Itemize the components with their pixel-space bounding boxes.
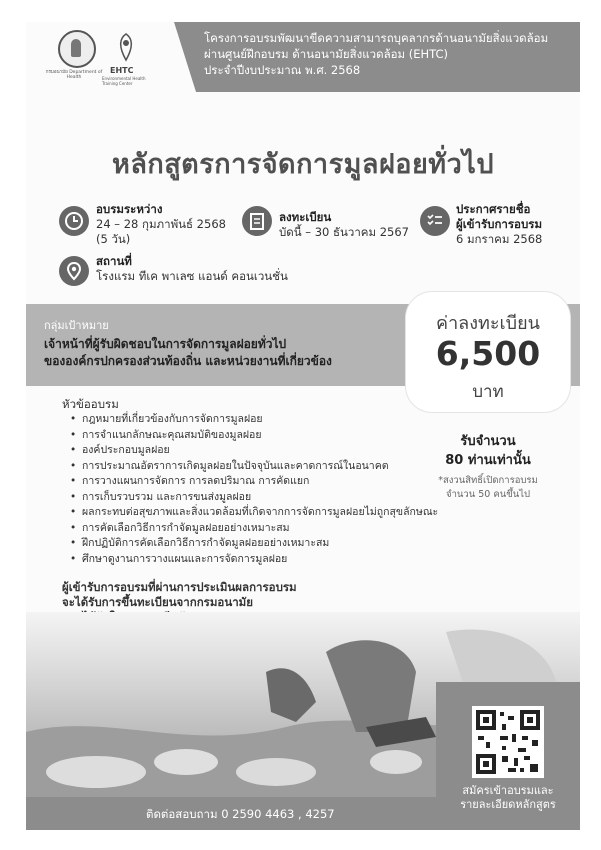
- logo2-name: EHTC: [110, 66, 134, 75]
- topic-item: • การคัดเลือกวิธีการกำจัดมูลฝอยอย่างเหมาะสม: [70, 521, 450, 537]
- topic-item: • ฝึกปฏิบัติการคัดเลือกวิธีการกำจัดมูลฝอยอย่างเหมาะสม: [70, 536, 450, 552]
- contact-phone: ติดต่อสอบถาม 0 2590 4463 , 4257: [146, 807, 335, 821]
- ehtc-logo: [112, 32, 140, 62]
- topic-item: • การประมาณอัตราการเกิดมูลฝอยในปัจจุบันและคาดการณ์ในอนาคต: [70, 459, 450, 475]
- topic-item: • ผลกระทบต่อสุขภาพและสิ่งแวดล้อมที่เกิดจากการจัดการมูลฝอยไม่ถูกสุขลักษณะ: [70, 505, 450, 521]
- topic-item: • การจำแนกลักษณะคุณสมบัติของมูลฝอย: [70, 428, 450, 444]
- announce-date: 6 มกราคม 2568: [456, 232, 543, 246]
- certificate-line-1: ผู้เข้ารับการอบรมที่ผ่านการประเมินผลการอบรม: [62, 580, 297, 594]
- clipboard-icon: [242, 206, 272, 236]
- header-line-3: ประจำปีงบประมาณ พ.ศ. 2568: [204, 63, 361, 77]
- target-label: กลุ่มเป้าหมาย: [44, 319, 109, 332]
- minimum-note-1: *สงวนสิทธิ์เปิดการอบรม: [438, 475, 538, 486]
- qr-caption-1: สมัครเข้าอบรมและ: [462, 784, 554, 797]
- venue-name: โรงแรม ทีเค พาเลซ แอนด์ คอนเวนชั่น: [96, 269, 288, 283]
- capacity-line-2: 80 ท่านเท่านั้น: [445, 453, 531, 468]
- certificate-line-2: จะได้รับการขึ้นทะเบียนจากกรมอนามัย: [62, 595, 253, 609]
- logo2-caption: Environmental Health Training Center: [102, 76, 146, 86]
- poster: [26, 22, 580, 830]
- venue-label: สถานที่: [96, 254, 132, 268]
- target-line-2: ขององค์กรปกครองส่วนท้องถิ่น และหน่วยงานที่เกี่ยวข้อง: [44, 354, 332, 368]
- fee-label: ค่าลงทะเบียน: [436, 313, 540, 334]
- logo1-caption: กรมอนามัย Department of Health: [45, 70, 103, 80]
- venue-info: [96, 254, 288, 284]
- header-line-2: ผ่านศูนย์ฝึกอบรม ด้านอนามัยสิ่งแวดล้อม (EHTC): [204, 47, 449, 61]
- register-dates: บัดนี้ – 30 ธันวาคม 2567: [279, 225, 409, 239]
- contact-bar: [26, 797, 436, 830]
- target-text: [44, 336, 414, 370]
- qr-caption-2: รายละเอียดหลักสูตร: [460, 798, 556, 811]
- header: [26, 22, 580, 92]
- course-title: หลักสูตรการจัดการมูลฝอยทั่วไป: [112, 149, 494, 180]
- checklist-icon: [420, 206, 450, 236]
- training-dates: 24 – 28 กุมภาพันธ์ 2568: [96, 217, 226, 231]
- clock-icon: [59, 206, 89, 236]
- announce-label-1: ประกาศรายชื่อ: [456, 202, 531, 216]
- capacity-line-1: รับจำนวน: [460, 434, 516, 449]
- announce-label-2: ผู้เข้ารับการอบรม: [456, 217, 543, 231]
- topic-item: • องค์ประกอบมูลฝอย: [70, 443, 450, 459]
- announce-info: [456, 202, 542, 247]
- target-line-1: เจ้าหน้าที่ผู้รับผิดชอบในการจัดการมูลฝอยทั่วไป: [44, 337, 287, 351]
- qr-caption: [436, 784, 580, 812]
- topics-list: [70, 412, 450, 567]
- fee-amount: 6,500: [435, 334, 541, 373]
- header-text: [204, 30, 574, 78]
- training-info: [96, 202, 226, 247]
- topic-item: • ศึกษาดูงานการวางแผนและการจัดการมูลฝอย: [70, 552, 450, 568]
- register-info: [279, 210, 409, 240]
- fee-card: [406, 292, 570, 412]
- fee-unit: บาท: [472, 382, 504, 402]
- header-line-1: โครงการอบรมพัฒนาขีดความสามารถบุคลากรด้านอนามัยสิ่งแวดล้อม: [204, 31, 549, 45]
- location-pin-icon: [59, 256, 89, 286]
- training-duration: (5 วัน): [96, 232, 131, 246]
- department-of-health-logo: [58, 30, 96, 68]
- topic-item: • กฎหมายที่เกี่ยวข้องกับการจัดการมูลฝอย: [70, 412, 450, 428]
- registration-qr-code[interactable]: [472, 706, 544, 778]
- minimum-note-2: จำนวน 50 คนขึ้นไป: [446, 489, 530, 500]
- topic-item: • การเก็บรวบรวม และการขนส่งมูลฝอย: [70, 490, 450, 506]
- training-label: อบรมระหว่าง: [96, 202, 163, 216]
- topic-item: • การวางแผนการจัดการ การลดปริมาณ การคัดแยก: [70, 474, 450, 490]
- topics-heading: หัวข้ออบรม: [62, 397, 119, 411]
- register-label: ลงทะเบียน: [279, 210, 332, 224]
